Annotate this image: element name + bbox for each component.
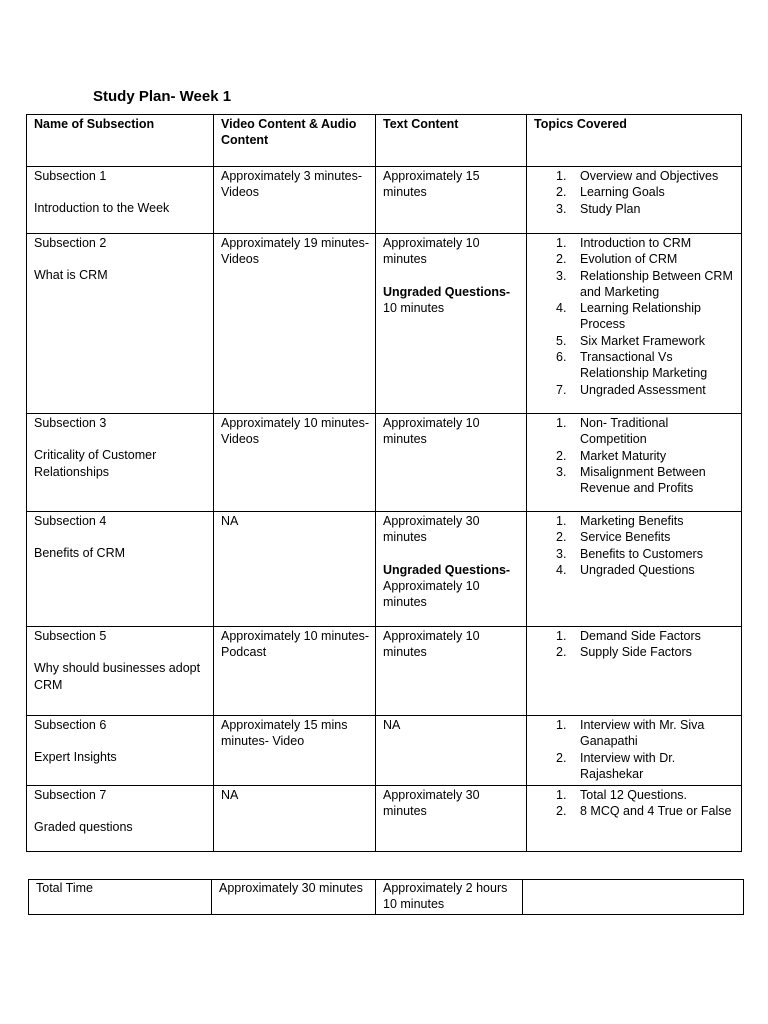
topic-number: 7. [556,382,567,397]
topic-text: Interview with Mr. Siva Ganapathi [580,718,705,749]
table-row [27,627,742,716]
topic-text: Ungraded Assessment [580,382,706,397]
subsection-gap [34,644,208,660]
table-header-row [27,115,742,167]
table-row [27,414,742,512]
ungraded-label: Ungraded Questions- [383,284,511,299]
header-text-content: Text Content [376,115,527,167]
topic-text: Demand Side Factors [580,629,701,643]
topic-text: Market Maturity [580,448,667,463]
topic-item [534,717,736,750]
ungraded-text: Approximately 10 minutes [383,578,480,610]
topics-cell [527,786,742,852]
subsection-number: Subsection 7 [34,788,107,803]
topics-list [534,415,736,496]
topics-cell [527,716,742,786]
topics-cell [527,234,742,414]
subsection-gap [34,431,208,447]
subsection-gap [34,733,208,749]
text-content: Approximately 30 minutes [383,514,480,545]
topic-text: Interview with Dr. Rajashekar [580,750,676,781]
topic-number: 3. [556,464,567,479]
subsection-gap [34,529,208,545]
video-content-cell: Approximately 3 minutes- Videos [214,167,376,234]
subsection-cell [27,716,214,786]
topic-number: 5. [556,333,567,348]
topic-number: 1. [556,236,567,250]
topic-number: 1. [556,718,567,732]
topic-item [534,644,736,660]
video-content-cell: Approximately 19 minutes- Videos [214,234,376,414]
topics-list [534,168,736,217]
topic-text: Overview and Objectives [580,169,719,183]
table-row [27,786,742,852]
topic-text: Marketing Benefits [580,514,684,528]
topic-text: Learning Relationship Process [580,301,701,332]
topics-cell [527,512,742,627]
topic-item [534,546,736,562]
topic-number: 2. [556,750,567,765]
topic-number: 1. [556,514,567,528]
topic-item [534,464,736,497]
table-row [27,512,742,627]
subsection-gap [34,184,208,200]
topic-text: Transactional Vs Relationship Marketing [580,350,708,381]
topic-text: Total 12 Questions. [580,788,688,803]
topics-cell [527,414,742,512]
total-text: Approximately 2 hours 10 minutes [376,880,523,915]
topic-text: Evolution of CRM [580,252,678,267]
subsection-cell [27,786,214,852]
text-content: Approximately 10 minutes [383,629,480,660]
topic-item [534,513,736,529]
topic-number: 2. [556,185,567,200]
topic-text: Ungraded Questions [580,562,695,577]
topics-list [534,235,736,398]
topic-item [534,529,736,545]
subsection-cell [27,234,214,414]
subsection-number: Subsection 1 [34,169,107,183]
topic-item [534,562,736,578]
topics-cell [527,167,742,234]
subsection-gap [34,251,208,267]
subsection-number: Subsection 6 [34,718,107,732]
topic-text: 8 MCQ and 4 True or False [580,804,732,819]
topic-number: 1. [556,629,567,643]
topic-item [534,415,736,448]
text-content-cell [376,414,527,512]
topics-list [534,513,736,578]
topics-cell [527,627,742,716]
table-row [27,167,742,234]
topic-text: Study Plan [580,201,641,216]
topic-item [534,382,736,398]
subsection-cell [27,627,214,716]
header-topics-covered: Topics Covered [527,115,742,167]
subsection-number: Subsection 4 [34,514,107,528]
subsection-number: Subsection 2 [34,236,107,250]
topic-text: Relationship Between CRM and Marketing [580,268,733,299]
total-time-table [28,879,744,915]
subsection-name: Expert Insights [34,750,117,765]
subsection-name: Introduction to the Week [34,201,170,216]
subsection-number: Subsection 3 [34,416,107,430]
topic-text: Benefits to Customers [580,546,703,561]
topic-text: Service Benefits [580,530,671,545]
topic-item [534,201,736,217]
topic-item [534,448,736,464]
topic-text: Learning Goals [580,185,665,200]
text-content: NA [383,718,401,732]
topic-number: 6. [556,350,567,365]
text-content: Approximately 30 minutes [383,788,480,819]
table-row [27,716,742,786]
topic-number: 4. [556,301,567,316]
total-label: Total Time [29,880,212,915]
video-content-cell: Approximately 10 minutes- Videos [214,414,376,512]
topic-item [534,787,736,803]
text-content-cell [376,512,527,627]
header-name-of-subsection: Name of Subsection [27,115,214,167]
text-content: Approximately 10 minutes [383,416,480,447]
topic-number: 2. [556,530,567,545]
subsection-name: Benefits of CRM [34,546,126,561]
topic-item [534,184,736,200]
table-row [27,234,742,414]
topic-number: 3. [556,546,567,561]
topics-list [534,787,736,820]
text-content-cell [376,167,527,234]
total-topics [523,880,744,915]
topic-item [534,251,736,267]
topic-number: 2. [556,252,567,267]
topic-item [534,235,736,251]
topic-item [534,349,736,382]
topic-item [534,803,736,819]
topic-item [534,300,736,333]
subsection-name: Graded questions [34,820,133,835]
total-row [29,880,744,915]
topic-item [534,168,736,184]
topic-text: Six Market Framework [580,333,706,348]
text-content: Approximately 15 minutes [383,169,480,200]
text-content-cell [376,786,527,852]
subsection-cell [27,512,214,627]
study-plan-table [26,114,742,852]
text-content-cell [376,716,527,786]
topic-text: Misalignment Between Revenue and Profits [580,464,706,496]
topic-item [534,628,736,644]
video-content-cell: NA [214,512,376,627]
ungraded-text: 10 minutes [383,300,445,315]
topic-number: 1. [556,788,567,803]
ungraded-label: Ungraded Questions- [383,562,511,577]
subsection-number: Subsection 5 [34,629,107,643]
subsection-cell [27,414,214,512]
header-video-content: Video Content & Audio Content [214,115,376,167]
topic-number: 1. [556,416,567,430]
topic-text: Introduction to CRM [580,236,692,250]
topic-number: 3. [556,201,567,216]
topic-number: 3. [556,268,567,283]
subsection-name: Criticality of Customer Relationships [34,448,157,479]
page-title: Study Plan- Week 1 [93,88,232,105]
topic-number: 4. [556,562,567,577]
topic-item [534,268,736,301]
topic-item [534,333,736,349]
subsection-cell [27,167,214,234]
topic-number: 2. [556,645,567,660]
text-gap [383,268,521,284]
topic-text: Non- Traditional Competition [580,416,669,447]
text-content-cell [376,234,527,414]
topic-item [534,750,736,783]
topic-number: 2. [556,804,567,819]
topic-text: Supply Side Factors [580,645,692,660]
topics-list [534,628,736,661]
video-content-cell: NA [214,786,376,852]
video-content-cell: Approximately 15 mins minutes- Video [214,716,376,786]
subsection-name: Why should businesses adopt CRM [34,661,201,692]
video-content-cell: Approximately 10 minutes- Podcast [214,627,376,716]
subsection-gap [34,803,208,819]
topic-number: 1. [556,169,567,183]
text-content-cell [376,627,527,716]
topic-number: 2. [556,448,567,463]
text-content: Approximately 10 minutes [383,236,480,267]
total-video: Approximately 30 minutes [212,880,376,915]
topics-list [534,717,736,782]
subsection-name: What is CRM [34,268,108,283]
text-gap [383,546,521,562]
